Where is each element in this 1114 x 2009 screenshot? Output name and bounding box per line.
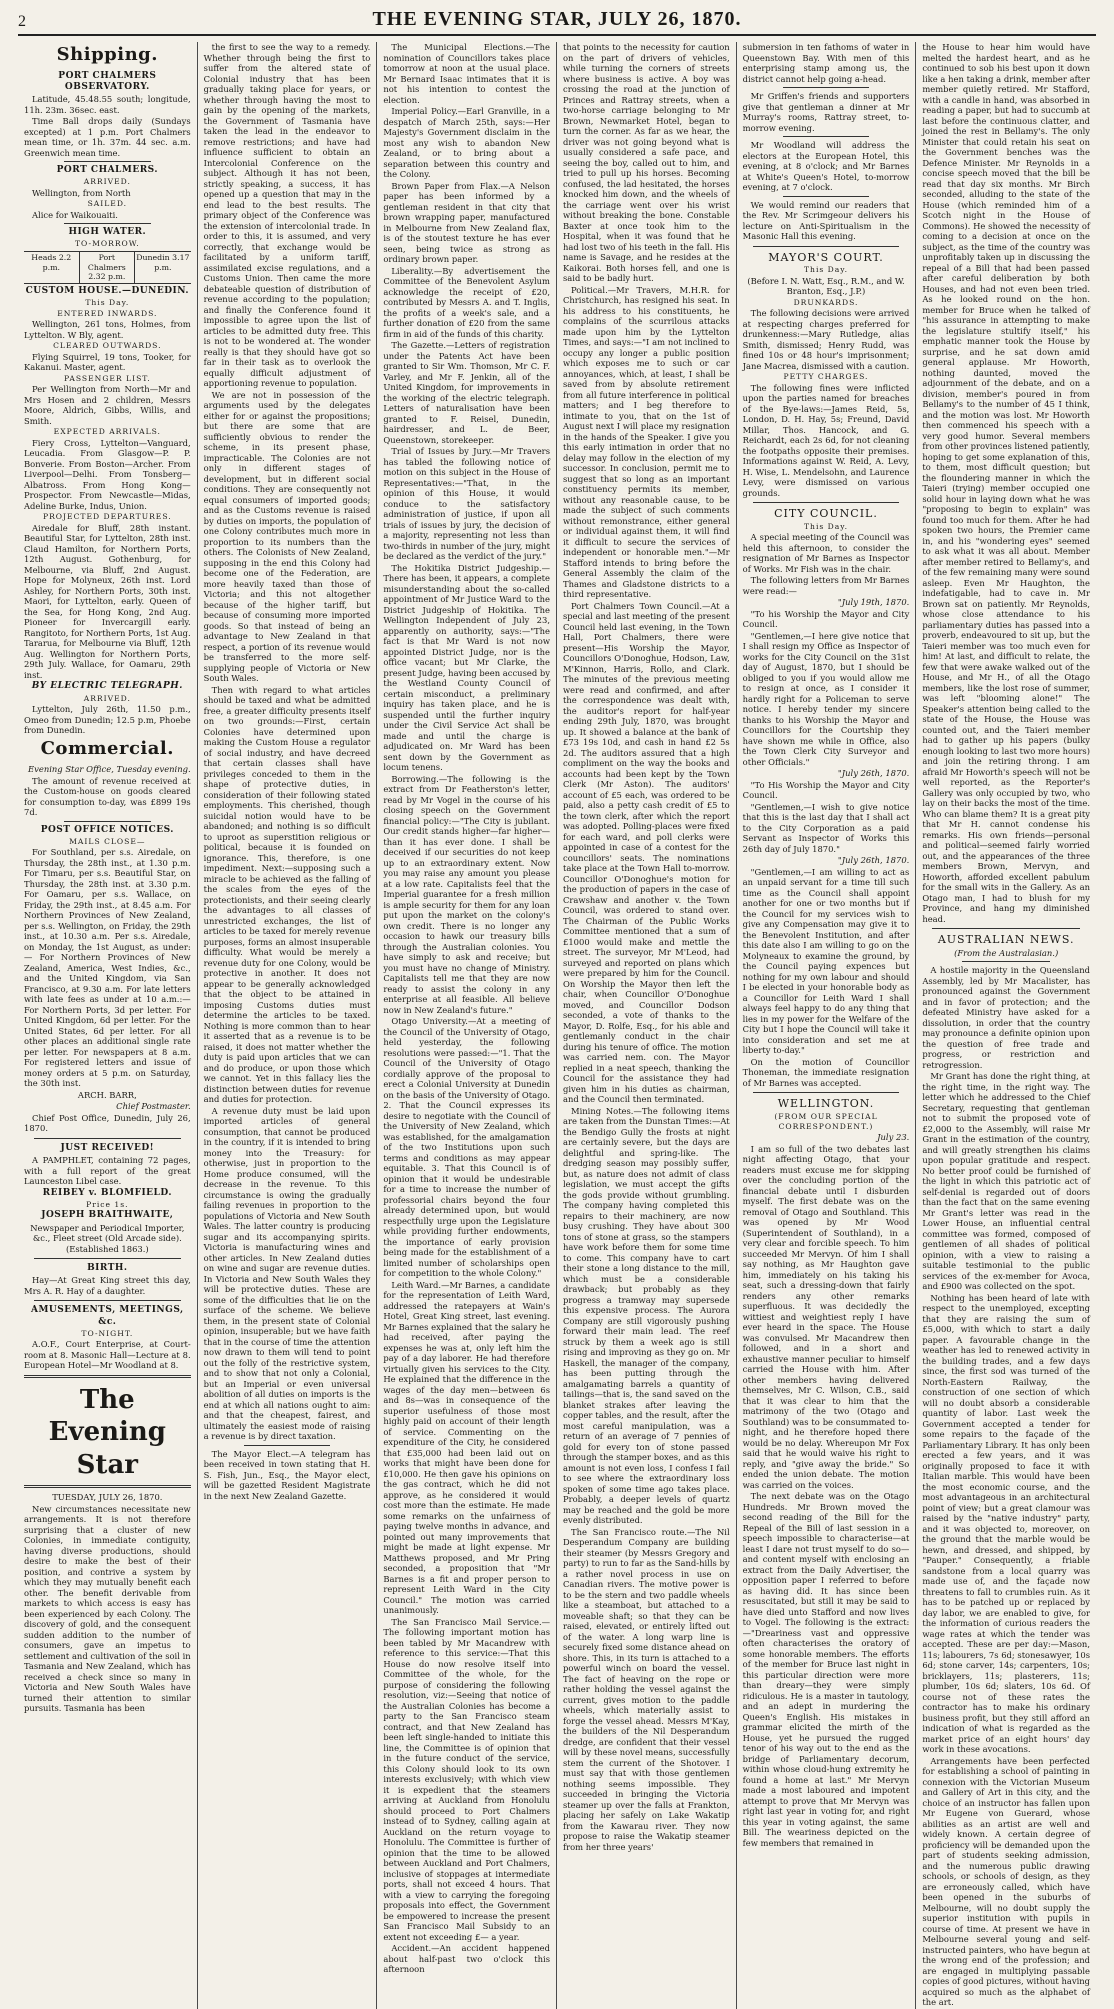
amusements-heading: AMUSEMENTS, MEETINGS, &c. bbox=[30, 1305, 184, 1327]
entered-text: Wellington, 261 tons, Holmes, from Lyttelton. W Bly, agent. bbox=[24, 319, 191, 340]
column-2 bbox=[198, 42, 378, 2009]
news-item: Imperial Policy.—Earl Granville, in a despatch of March 25th, says:—Her Majesty's Government disclaim in the most any wish to abandon New Zealand, or to bring about a separation between this country and the Colony. bbox=[383, 106, 550, 179]
australian-news-heading: AUSTRALIAN NEWS. bbox=[937, 933, 1075, 946]
projected-label: PROJECTED DEPARTURES. bbox=[42, 512, 172, 522]
commercial-text: The amount of revenue received at the Custom-house on goods cleared for consumption to-day, was £899 19s 7d. bbox=[24, 775, 191, 818]
masthead bbox=[18, 6, 1096, 36]
council-heading: CITY COUNCIL. bbox=[774, 507, 878, 521]
sailed-text: Alice for Waikouaiti. bbox=[32, 209, 118, 220]
leader-paragraph: New circumstances necessitate new arrangements. It is not therefore surprising that a cluster of new Colonies, in immediate contiguity, having diverse productions, should desire to make the best of their position, and contrive a system by which they may mutually benefit each other. The benefit derivable from markets to which access is easy has been experienced by each Colony. The discovery of gold, and the consequent sudden addition to the number of consumers, gave an impetus to settlement and cultivation of the soil in Tasmania and New Zealand, which has received a check since so many in Victoria and New South Wales have turned their attention to similar pursuits. Tasmania has been bbox=[24, 1503, 191, 1714]
expected-label: EXPECTED ARRIVALS. bbox=[53, 427, 161, 437]
commercial-office: Evening Star Office, Tuesday evening. bbox=[28, 764, 191, 775]
post-heading: POST OFFICE NOTICES. bbox=[40, 824, 174, 835]
letter-date: "July 26th, 1870. bbox=[837, 855, 910, 866]
paper-title: The Evening Star bbox=[48, 1384, 166, 1480]
mails-text: For Southland, per s.s. Airedale, on Thursday, the 28th inst., at 1.30 p.m. For Timaru, per s.s. Beautiful Star, on Thursday, the 28th inst. at 3.30 p.m. For Oamaru, per s.s. Wallace, on Friday, the 29th inst., at 8.45 a.m. For Northern Provinces of New Zealand, per s.s. Wellington, on Friday, the 29th inst., at 10.30 a.m. Per s.s. Airedale, on Monday, the 1st August, as under:— For Northern Provinces of New Zealand, America, West Indies, &c., and the United Kingdom, via San Francisco, at 9.30 a.m. For late letters with late fees as under at 10 a.m.:— For Northern Ports, 3d per letter. For United Kingdom, 6d per letter. For the United States, 6d per letter. For all other places an additional single rate per letter. For newspapers at 8 a.m. For registered letters and issue of money orders at 5 p.m. on Saturday, the 30th inst. bbox=[24, 847, 191, 1089]
column-3 bbox=[377, 42, 557, 2009]
news-item: The San Francisco Mail Service.—The following important motion has been tabled by Mr Macandrew with reference to this service:—That this House do now resolve itself into Committee of the whole, for the purpose of considering the following resolution, viz:—Seeing that notice of the Australian Colonies has become a party to the San Francisco steam contract, and that New Zealand has been left single-handed to initiate this line, the Committee is of opinion that in the future conduct of the service, this Colony should look to its own interests exclusively; with which view it is expedient that the steamers arriving at Auckland from Honolulu should proceed to Port Chalmers instead of to Sydney, calling again at Auckland on the return voyage to Honolulu. The Committee is further of opinion that the time to be allowed between Auckland and Port Chalmers, inclusive of stoppages at intermediate ports, shall not exceed 4 hours. That with a view to carrying the foregoing proposals into effect, the Government be empowered to increase the present San Francisco Mail Subsidy to an extent not exceeding £— a year. bbox=[383, 1616, 550, 1942]
news-item: Mr Griffen's friends and supporters give that gentleman a dinner at Mr Murray's rooms, Rattray street, to-morrow evening. bbox=[742, 91, 910, 133]
news-item: The Mayor Elect.—A telegram has been received in town stating that H. S. Fish, Jun., Esq., the Mayor elect, will be gazetted Resident Magistrate in the next New Zealand Gazette. bbox=[203, 1448, 371, 1501]
wellington-text: the House to hear him would have melted the hardest heart, and as he continued to sob his best upon it down like a hen taking a drink, member after member quietly retired. Mr Stafford, with a candle in hand, was absorbed in reading a paper, but had to succumb at last before the continuous clatter, and joined the rest in Bellamy's. The only Minister that could retain his seat on the Government benches was the Defence Minister. Mr Reynolds in a concise speech moved that the bill be read that day six months. Mr Birch seconded, alluding to the state of the House (which reminded him of a Scotch night in the House of Commons). He showed the necessity of coming to a decision at once on the subject, as the time of the country was unprofitably taken up in discussing the repeal of a Bill that had been passed after careful deliberation by both Houses, and had not even been tried. As he looked round on the hon. member for Bruce when he talked of "his assurance in attempting to make the legislature stultify itself," his emphatic manner took the House by surprise, and he sat down amid general applause. Mr Howorth, nothing daunted, moved the adjournment of the debate, and on a division, member's poured in from Bellamy's to the number of 45 I think, and the motion was lost. Mr Howorth then commenced his speech with a very good humor. Several members from other provinces listened patiently, hoping to get some explanation of this, to them, most difficult question; but the floundering manner in which the Taieri (trying) member occupied one solid hour in laying down what he was "proposing to begin to explain" was found too much for them. After he had spoken two hours, the Premier came in, and his "wondering eyes" seemed to ask what it was all about. Member after member retired to Bellamy's, and of the few remaining many were sound asleep. Even Mr Haughton, the indefatigable, had to cave in. Mr Brown sat on patiently. Mr Reynolds, whose close attendance to his parliamentary duties has passed into a proverb, endeavoured to sit up, but the Taieri member was too much even for him! At last, and difficult to relate, the few that were awake walked out of the House, and Mr H., of all the Otago members, like the lost rose of summer, was left "blooming alone!" The Speaker's attention being called to the state of the House, the House was counted out, and the Taieri member had to gather up his papers (bulky enough looking to last two more hours) and join the retiring throng. I am afraid Mr Howorth's speech will not be well reported, as the Reporter's Gallery was only occupied by two, who lay on their backs the most of the time. Who can blame them? It is a great pity that Mr H. cannot condense his remarks. His own friends—personal and political—seemed fairly worried out, and the appearances of the three members Brown, Mervyn, and Howorth, afforded excellent pabulum for the small wits in the Gallery. As an Otago man, I had to blush for my Province, and hang my diminished head. bbox=[922, 42, 1090, 924]
water-sub: TO-MORROW. bbox=[74, 239, 140, 249]
commercial-heading: Commercial. bbox=[40, 737, 175, 759]
news-item: Arrangements have been perfected for establishing a school of painting in connexion with the Victorian Museum and Gallery of Art in this city, and the choice of an instructor has fallen upon Mr Eugene von Guerard, whose abilities as an artist are well and widely known. A certain degree of proficiency will be demanded upon the part of students seeking admission, and the numerous public drawing schools, or schools of design, as they are erroneously called, which have been opened in the suburbs of Melbourne, will no doubt supply the superior institution with pupils in course of time. At present we have in Melbourne several young and self-instructed painters, who have begun at the wrong end of the profession; and are engaged in multiplying passable copies of good pictures, without having acquired so much as the alphabet of the art. bbox=[922, 1755, 1090, 2008]
mails-label: MAILS CLOSE— bbox=[69, 836, 146, 846]
case-price: Price 1s. bbox=[86, 1199, 129, 1209]
wellington-text: The next debate was on the Otago Hundreds. Mr Brown moved the second reading of the Bill for the Repeal of the Bill of last session in a speech impossible to characterise—at least I dare not trust myself to do so—and content myself with enclosing an extract from the Daily Advertiser, the opposition paper I referred to before as having did. It has since been resuscitated, but still it may be said to have died unto Stafford and now lives to Vogel. The following is the extract:—"Dreariness vast and oppressive often characterises the oratory of some honorable members. The efforts of the member for Bruce last night in this particular direction were more than dreary—they were simply ridiculous. He is a master in tautology, and an adept in murdering the Queen's English. His mistakes in grammar elicited the mirth of the House, yet he pursued the rugged tenor of his way out to the end as the bridge of Parliamentary decorum, within whose cloud-hung extremity he found a home at last." Mr Mervyn made a most laboured and impotent attempt to prove that Mr Mervyn was right last year in voting for, and right this year in voting against, the same Bill. The weariness depicted on the few members that remained in bbox=[742, 1491, 910, 1848]
letter-body: "Gentlemen,—I here give notice that I shall resign my Office as Inspector of works for the City Council on the 31st day of August, 1870, but I should be obliged to you if you would allow me to resign at once, as I consider it hardly right for a Policeman to serve notice. I hereby tender my sincere thanks to his Worship the Mayor and Councillors for the Courtship they have shown me while in Office, also the Town Clerk City Surveyor and other Officials." bbox=[742, 630, 910, 767]
news-item: The Hokitika District Judgeship.—There has been, it appears, a complete misunderstanding about the so-called appointment of Mr Justice Ward to the District Judgeship of Hokitika. The Wellington Independent of July 23, apparently on authority, says:—"The fact is that Mr Ward is not now appointed District Judge, nor is the office vacant; but Mr Clarke, the present Judge, having been accused by the Westland County Council of certain misconduct, a preliminary inquiry has taken place, and he is suspended until the further inquiry under the Civil Service Act shall be made and until the charge is adjudicated on. Mr Ward has been sent down by the Government as locum tenens. bbox=[383, 562, 550, 772]
divider bbox=[24, 1375, 191, 1378]
column-5 bbox=[737, 42, 917, 2009]
news-item: submersion in ten fathoms of water in Queenstown Bay. With men of this enterprising stamp among us, the district cannot help going a-head. bbox=[742, 42, 910, 84]
news-item: Brown Paper from Flax.—A Nelson paper has been informed by a gentleman resident in that city that brown wrapping paper, manufactured in Melbourne from New Zealand flax, is of the stoutest texture he has ever seen, being twice as strong as ordinary brown paper. bbox=[383, 180, 550, 264]
telegraph-text: Lyttelton, July 26th, 11.50 p.m., Omeo from Dunedin; 12.5 p.m, Phoebe from Dunedin. bbox=[24, 704, 191, 736]
mayor-court-bench: (Before I. N. Watt, Esq., R.M., and W. Branton, Esq., J.P.) bbox=[747, 275, 905, 297]
news-item: Mr Grant has done the right thing, at the right time, in the right way. The letter which he addressed to the Chief Secretary, requesting that gentleman not to submit the proposed vote of £2,000 to the Assembly, will raise Mr Grant in the estimation of the country, and will greatly strengthen his claims upon popular gratitude and respect. No better proof could be furnished of the light in which this patriotic act of self-denial is regarded out of doors than the fact that on the same evening Mr Grant's letter was read in the Lower House, an influential central committee was formed, composed of gentlemen of all shades of political opinion, with a view to raising a suitable testimonial to the public services of the ex-member for Avoca, and £900 was collected on the spot. bbox=[922, 1071, 1090, 1292]
telegraph-heading: BY ELECTRIC TELEGRAPH. bbox=[31, 681, 183, 692]
divider bbox=[753, 502, 900, 503]
divider bbox=[34, 1138, 181, 1139]
letter-address: "To His Worship the Mayor and City Council. bbox=[742, 779, 910, 801]
expected-text: Fiery Cross, Lyttelton—Vanguard, Leucadia. From Glasgow—P. P. Bonverie. From Boston—Archer. From Liverpool—Delhi. From Tonsberg—Albatross. From Hong Kong—Prospector. From Newcastle—Midas, Adeline Burke, Indus, Union. bbox=[24, 437, 191, 511]
divider bbox=[24, 1485, 191, 1488]
projected-text: Airedale for Bluff, 28th instant. Beautiful Star, for Lyttelton, 28th inst. Claud Hamilton, for Northern Ports, 12th August. Gothenburg, for Melbourne, via Bluff, 2nd August. Hope for Molyneux, 26th inst. Lord Ashley, for Northern Ports, 30th inst. Maori, for Lyttelton, early. Queen of the Sea, for Hong Kong, 2nd Aug. Pioneer for Invercargill early. Rangitoto, for Northern Ports, 1st Aug. Tararua, for Melbourne via Bluff, 12th Aug. Wellington for Northern Ports, 29th July. Wallace, for Oamaru, 29th inst. bbox=[24, 522, 191, 680]
news-item: Leith Ward.—Mr Barnes, a candidate for the representation of Leith Ward, addressed the ratepayers at Wain's Hotel, Great King street, last evening. Mr Barnes explained that the salary he had received, after paying the expenses he was at, only left him the pay of a day laborer. He had therefore virtually given his services to the City. He explained that the difference in the wages of the day men—between 6s and 8s—was in consequence of the superior usefulness of those most highly paid on account of their length of service. Commenting on the expenditure of the City, he considered that £35,000 had been laid out on works that might have been done for £10,000. He then gave his opinions on the gas contract, which he did not approve, as he considered it would cost more than the estimate. He made some remarks on the unfairness of paying twelve months in advance, and pointed out many improvements that might be made at light expense. Mr Matthews proposed, and Mr Pring seconded, a proposition that "Mr Barnes is a fit and proper person to represent Leith Ward in the City Council." The motion was carried unanimously. bbox=[383, 1279, 550, 1615]
news-item: that points to the necessity for caution on the part of drivers of vehicles, while turning the corners of streets where business is active. A boy was crossing the road at the junction of Princes and Rattray streets, when a two-horse carriage belonging to Mr Brown, Newmarket Hotel, began to turn the corner. As far as we hear, the driver was not going beyond what is usually considered a safe pace, and seeing the boy, called out to him, and tried to pull up his horses. Becoming confused, the lad hesitated, the horses knocked him down, and the wheels of the carriage went over his wrist without breaking the bone. Constable Baxter at once took him to the Hospital, when it was found that he had lost two of his teeth in the fall. His name is Savage, and he resides at the Kaikorai. Both horses fell, and one is said to be badly hurt. bbox=[563, 42, 730, 283]
divider bbox=[34, 1300, 181, 1301]
table-cell: Heads 2.2 p.m. bbox=[24, 252, 80, 283]
wellington-heading: WELLINGTON. bbox=[777, 1097, 875, 1111]
divider bbox=[34, 1258, 181, 1259]
column-1 bbox=[18, 42, 198, 2009]
arrived-text: Wellington, from North bbox=[32, 187, 131, 198]
cleared-text: Flying Squirrel, 19 tons, Tooker, for Kakanui. Master, agent. bbox=[24, 351, 191, 373]
news-item: Liberality.—By advertisement the Committee of the Benevolent Asylum acknowledge the receipt of £20, contributed by Messrs A. and T. Inglis, the profits of a week's sale, and a further donation of £20 from the same firm in aid of the funds of this charity. bbox=[383, 265, 550, 339]
sailed-label: SAILED. bbox=[87, 199, 128, 209]
divider bbox=[64, 161, 151, 162]
leader-paragraph: We are not in possession of the arguments used by the delegates either for or against the propositions; but there are some that are sufficiently obvious to render the scheme, in its present phase, impracticable. The Colonies are not only in different stages of development, but in different social conditions. They are consequently not equal consumers of imported goods; and as the Customs revenue is raised by duties on imports, the population of one Colony contributes much more in proportion to its numbers than the others. The Colonists of New Zealand, supposing in the end this Colony had become one of the Federation, are more heavily taxed than those of Victoria; and this not altogether because of the higher tariff, but because of consuming more imported goods. So that instead of being an advantage to New Zealand in that respect, a portion of its revenue would be transferred to the more self-supplying people of Victoria or New South Wales. bbox=[203, 389, 371, 683]
case-title: REIBEY v. BLOMFIELD. bbox=[42, 1187, 172, 1198]
port-heading: PORT CHALMERS. bbox=[56, 165, 158, 175]
telegraph-arrived: ARRIVED. bbox=[83, 693, 131, 703]
divider bbox=[753, 1092, 900, 1093]
column-6 bbox=[916, 42, 1096, 2009]
columns bbox=[18, 42, 1096, 2008]
news-item: Political.—Mr Travers, M.H.R. for Christchurch, has resigned his seat. In his address to his constituents, he complains of the scurrilous attacks made upon him by the Lyttelton Times, and says:—"I am not inclined to occupy any longer a public position which exposes me to such or car annoyances, which, at least, I shall be saved from by absolute retirement from all future interference in political matters; and I beg therefore to intimate to you, that on the 1st of August next I will place my resignation in the hands of the Speaker. I give you this early intimation in order that no delay may follow in the election of my successor. In conclusion, permit me to suggest that so long as an important constituency permits its member, without any reasonable cause, to be made the subject of such comments without remonstrance, either general or individual against them, it will find it difficult to secure the services of independent or honorable men."—Mr Stafford intends to bring before the General Assembly the claim of the Thames and Gladstone districts to a third representative. bbox=[563, 284, 730, 599]
divider bbox=[962, 961, 1050, 962]
customs-sub: This Day. bbox=[85, 298, 130, 308]
received-text: A PAMPHLET, containing 72 pages, with a full report of the great Launceston Libel case. bbox=[24, 1155, 191, 1187]
news-item: Borrowing.—The following is the extract from Dr Featherston's letter, read by Mr Vogel in the course of his closing speech on the Government financial policy:—"The City is jubilant. Our credit stands higher—far higher—than it has ever done. I shall be deceived if our securities do not keep up to an extraordinary extent. Now you may raise any amount you please at a low rate. Capitalists feel that the Imperial guarantee for a fresh million is ample security for them for any loan put upon the market on the colony's own credit. There is no longer any occasion to hawk our treasury bills through the Australian colonies. You have simply to ask and receive; but you must have no change of Ministry. Capitalists tell me that they are now ready to assist the colony in any enterprise at all feasible. All believe now in New Zealand's future." bbox=[383, 773, 550, 1015]
passenger-text: Per Wellington from North—Mr and Mrs Hosen and 2 children, Messrs Moore, Aldrich, Gibbs, Willis, and Smith. bbox=[24, 384, 191, 426]
divider bbox=[783, 196, 870, 197]
news-item: We would remind our readers that the Rev. Mr Scrimgeour delivers his lecture on Anti-Spiritualism in the Masonic Hall this evening. bbox=[742, 199, 910, 241]
postmaster-title: Chief Postmaster. bbox=[116, 1101, 191, 1112]
birth-heading: BIRTH. bbox=[87, 1263, 128, 1274]
cleared-label: CLEARED OUTWARDS. bbox=[53, 341, 162, 351]
news-item: The San Francisco route.—The Nil Desperandum Company are building their steamer (by Messrs Gregory and party) to run to far as the Sand-hills by a rather novel process in use on Canadian rivers. The motive power is to be the stern and two paddle wheels like a steamboat, but attached to a moveable shaft; so that they can be raised, elevated, or entirely lifted out of the water. A long warp line is securely fixed some distance ahead on shore. This, in its turn is attached to a powerful winch on board the vessel. The fact of heaving on the rope or rather holding the vessel against the current, gives motion to the paddle wheels, which materially assist to forge the vessel ahead. Messrs M'Kay, the builders of the Nil Desperandum dredge, are confident that their vessel will by these novel means, successfully stem the current of the Shotover. I must say that with those gentlemen nothing seems impossible. They succeeded in bringing the Victoria steamer up over the falls at Frankton, placing her safely on Lake Wakatip from the Kawarau river. They now propose to raise the Wakatip steamer from her three years' bbox=[563, 1526, 730, 1852]
postmaster-office: Chief Post Office, Dunedin, July 26, 1870. bbox=[24, 1112, 191, 1134]
arrived-label: ARRIVED. bbox=[83, 177, 131, 187]
table-cell: Dunedin 3.17 p.m. bbox=[136, 252, 190, 272]
australian-news-source: (From the Australasian.) bbox=[954, 947, 1059, 958]
leader-paragraph: Then with regard to what articles should be taxed and what be admitted free, a greater difficulty presents itself on two grounds:—First, certain Colonies have determined upon making the Custom House a regulator of social industry, and have decreed that certain classes shall have privileges conceded to them in the shape of protective duties, in consideration of their following stated employments. This cherished, though suicidal notion would have to be abandoned; and nothing is so difficult to uproot as superstition religious or political, because it is founded on ignorance. This, therefore, is one impediment. Next:—supposing such a miracle to be achieved as the falling of the scales from the eyes of the protectionists, and their seeing clearly the advantages to all classes of unrestricted exchanges, the list of articles to be taxed for merely revenue purposes, forms an almost insuperable difficulty. What would be merely a revenue duty for one Colony, would be protective in another. It does not appear to be generally acknowledged that the object to be attained in imposing Customs duties must determine the articles to be taxed. Nothing is more common than to hear it asserted that as a revenue is to be raised, it does not matter whether the duty is paid upon articles that we can and do produce, or upon those which we cannot. Yet in this fallacy lies the distinction between duties for revenue and duties for protection. bbox=[203, 684, 371, 1104]
newspaper-title: THE EVENING STAR, JULY 26, 1870. bbox=[372, 8, 742, 30]
wellington-sub: (FROM OUR SPECIAL CORRESPONDENT.) bbox=[774, 1112, 878, 1131]
news-item: Trial of Issues by Jury.—Mr Travers has tabled the following notice of motion on this subject in the House of Representatives:—"That, in the opinion of this House, it would conduce to the satisfactory administration of justice, if upon all trials of issues by jury, the decision of a majority, representing not less than two-thirds in number of the jury, might be declared as the verdict of the jury." bbox=[383, 446, 550, 561]
news-item: Otago University.—At a meeting of the Council of the University of Otago, held yesterday, the following resolutions were passed:—"1. That the Council of the University of Otago cordially approve of the proposal to erect a Colonial University at Dunedin on the basis of the University of Otago. 2. That the Council expresses its desire to negotiate with the Council of the University of New Zealand, which was established, for the amalgamation of the two Institutions upon such terms and conditions as may appear equitable. 3. That this Council is of opinion that it would be undesirable for a time to increase the number of professorial chairs beyond the four already determined upon, but would respectfully urge upon the Legislature while providing further endowments, the importance of early provision being made for the establishment of a limited number of scholarships open for competition to the whole Colony." bbox=[383, 1016, 550, 1278]
council-text: A special meeting of the Council was held this afternoon, to consider the resignation of Mr Barnes as Inspector of Works. Mr Fish was in the chair. bbox=[742, 532, 910, 574]
news-item: The Gazette.—Letters of registration under the Patents Act have been granted to Sir Wm. Thomson, Mr C. F. Varley, and Mr F. Jenkin, all of the United Kingdom, for improvements in the working of the electric telegraph. Letters of naturalisation have been granted to F. Reisel, Dunedin, hairdresser, and L. de Beer, Queenstown, storekeeper. bbox=[383, 340, 550, 445]
wellington-text: I am so full of the two debates last night affecting Otago, that your readers must excuse me for skipping over the concluding portion of the financial debate until I disburden myself. The first debate was on the removal of Otago and Southland. This was opened by Mr Wood (Superintendent of Southland), in a very clear and forcible speech. To him succeeded Mr Mervyn. Of him I shall say nothing, as Mr Haughton gave him, immediately on his taking his seat, such a dressing-down that fairly renders any other remarks superfluous. It was decidedly the wittiest and weightiest reply I have ever heard in the space. The House was convulsed. Mr Macandrew then followed, and in a short and exhaustive manner peculiar to himself carried the House with him. After other members having delivered themselves, Mr C. Wilson, C.B., said that it was clear to him that the matrimony of the two (Otago and Southland) was to be consummated to-night, and he therefore hoped there would be no delay. Whereupon Mr Fox said that he would waive his right to reply, and "give away the bride." So ended the union debate. The motion was carried on the voices. bbox=[742, 1143, 910, 1490]
paper-date: TUESDAY, JULY 26, 1870. bbox=[52, 1492, 163, 1503]
publisher-name: JOSEPH BRAITHWAITE, bbox=[41, 1210, 174, 1221]
news-item: Mining Notes.—The following items are taken from the Dunstan Times:—At the Bendigo Gully the frosts at night are certainly severe, but the days are delightful and spring-like. The dredging season may possibly suffer, but, as nature does not admit of class legislation, we must accept the gifts the gods provide without grumbling. The company having completed this repairs to their machinery, are now busy crushing. They have about 300 tons of stone at grass, so the stampers have work before them for some time to come. This company have to cart their stone a long distance to the mill, which must be a considerable drawback; but probably as they progress a tramway may supersede this expensive process. The Aurora Company are still vigorously pushing forward their main lead. The reef struck by them a week ago is still rising and improving as they go on. Mr Haskell, the manager of the company, has been putting through the amalgamating barrels a quantity of tailings—that is, the sand saved on the blanket strakes after leaving the copper tables, and the result, after the most careful manipulation, was a return of an average of 7 pennies of gold for every ton of stone passed through the stamper boxes, and as this amount is not even loss, I confess I fail to see where the extraordinary loss spoken of some time ago takes place. Probably, a deeper levels of quartz may be reached and the gold be more evenly distributed. bbox=[563, 1105, 730, 1525]
leader-paragraph: the first to see the way to a remedy. Whether through being the first to suffer from the altered state of Colonial industry that has been gradually taking place for years, or whether through having the most to gain by the opening of the markets, the Government of Tasmania have taken the lead in the endeavor to remove restrictions; and have had influence sufficient to obtain an Intercolonial Conference on the subject. Although it has not been, strictly speaking, a success, it has opened up a question that may in the end lead to the best results. The primary object of the Conference was the extension of intercolonial trade. In order to this, it is assumed, and very correctly, that exchange would be facilitated by a uniform tariff, assimilated excise regulations, and a Customs Union. Then came the more debateable question of distribution of revenue according to the population; and finally the Conference found it impossible to agree upon the list of articles to be admitted duty free. This is not to be wondered at. The wonder really is that they should have got so far in their task as to overlook the equally difficult adjustment of apportioning revenue to population. bbox=[203, 42, 371, 388]
amusements-sub: TO-NIGHT. bbox=[81, 1328, 134, 1338]
divider bbox=[783, 87, 870, 88]
mayor-court-heading: MAYOR'S COURT. bbox=[768, 250, 884, 264]
news-item: A hostile majority in the Queensland Assembly, led by Mr Macalister, has pronounced against the Government and in favor of protection; and the defeated Ministry have asked for a dissolution, in order that the country may pronounce a definite opinion upon the question of free trade and progress, or restriction and retrogression. bbox=[922, 965, 1090, 1070]
high-water-table bbox=[24, 251, 191, 284]
council-sub: This Day. bbox=[803, 521, 848, 531]
news-item: Mr Woodland will address the electors at the European Hotel, this evening, at 8 o'clock; and Mr Barnes at White's Queen's Hotel, to-morrow evening, at 7 o'clock. bbox=[742, 140, 910, 192]
amusements-text: A.O.F., Court Enterprise, at Court-room at 8. Masonic Hall—Lecture at 8. European Hotel—Mr Woodland at 8. bbox=[24, 1339, 191, 1371]
letter-body: "Gentlemen,—I wish to give notice that this is the last day that I shall act to the City Corporation as a paid Servant as Inspector of Works this 26th day of July 1870." bbox=[742, 801, 910, 854]
observatory-heading: PORT CHALMERS OBSERVATORY. bbox=[58, 70, 157, 92]
news-item: Accident.—An accident happened about half-past two o'clock this afternoon bbox=[383, 1943, 550, 1974]
news-item: Port Chalmers Town Council.—At a special and last meeting of the present Council held last evening, in the Town Hall, Port Chalmers, there were present—His Worship the Mayor, Councillors O'Donoghue, Hodson, Law, M'Kinnon, Harris, Rollo, and Clark. The minutes of the previous meeting were read and confirmed, and after the correspondence was dealt with, the auditor's report for half-year ending 29th July, 1870, was brought up. It showed a balance at the bank of £73 19s 10d, and cash in hand £2 5s 2d. The auditors assured that a high compliment on the way the books and accounts had been kept by the Town Clerk (Mr Aston). The auditors' account of £5 each, was ordered to be paid, also a petty cash credit of £5 to the town clerk, after which the report was adopted. Polling-places were fixed for each ward, and poll clerks were appointed in case of a contest for the councillors' seats. The nominations take place at the Town Hall to-morrow. Councillor O'Donoghue's motion for the production of papers in the case of Crawshaw and another v. the Town Council, was ordered to stand over. The Chairman of the Public Works Committee mentioned that a sum of £1000 would make and mettle the street. The surveyor, Mr M'Leod, had surveyed and reported on plans which were prepared by him for the Council. On Worship the Mayor then left the chair, when Councillor O'Donoghue moved, and Councillor Dodson seconded, a vote of thanks to the Mayor, D. Rolfe, Esq., for his able and gentlemanly conduct in the chair during his tenure of office. The motion was carried nem. con. The Mayor replied in a neat speech, thanking the Council for the assistance they had given him in his duties as chairman, and the Council then terminated. bbox=[563, 600, 730, 1104]
shipping-heading: Shipping. bbox=[56, 44, 159, 65]
letter-body: "Gentlemen,—I am willing to act as an unpaid servant for a time till such time as the Council shall appoint another for one or two months but if the Council for my services wish to give any Compensation may give it to the Benevolent Institution, and after this date also I am willing to go on the Molyneaux to examine the ground, by the Council paying expences but nothing for my own labour and should I be elected in your honorable body as a Councillor for Leith Ward I shall always feel happy to do any thing that lies in my power for the Welfare of the City but I hope the Council will take it into consideration and set me at liberty to-day." bbox=[742, 866, 910, 1056]
entered-label: ENTERED INWARDS. bbox=[57, 308, 158, 318]
divider bbox=[64, 821, 151, 822]
divider bbox=[783, 136, 870, 137]
table-cell: Port Chalmers 2.32 p.m. bbox=[80, 252, 136, 283]
water-heading: HIGH WATER. bbox=[68, 227, 147, 238]
council-text: The following letters from Mr Barnes were read:— bbox=[742, 575, 910, 596]
timeball-text: Time Ball drops daily (Sundays excepted) at 1 p.m. Port Chalmers mean time, or 1h. 37m. 44 sec. a.m. Greenwich mean time. bbox=[24, 116, 191, 158]
page-number: 2 bbox=[18, 13, 26, 30]
wellington-date: July 23. bbox=[877, 1132, 910, 1143]
divider bbox=[932, 928, 1080, 929]
postmaster-name: ARCH. BARR, bbox=[77, 1089, 137, 1100]
news-item: Nothing has been heard of late with respect to the unemployed, excepting that they are raising the sum of £5,000, with which to start a daily paper. A favourable change in the weather has led to renewed activity in the building trades, and a few days since, the first sod was turned of the North-Eastern Railway, the construction of one section of which will no doubt absorb a considerable quantity of labor. Last week the Government accepted a tender for some repairs to the façade of the Parliamentary Library. It has only been erected a few years, and it was originally proposed to face it with Italian marble. This would have been the most economic course, and the most advantageous in an architectural point of view; but a great clamour was raised by the "native industry" party, and it was objected to, moreover, on the ground that the marble would be hewn, and dressed, and shipped, by "Pauper." Consequently, a friable sandstone from a local quarry was made use of, and the façade now threatens to fall to crumbles ruin. As it has to be patched up or replaced by day labor, we are enabled to give, for the information of curious readers the wage rates at which the tender was accepted. These are per day:—Mason, 11s; labourers, 7s 6d; stonesawyer, 10s 6d; stone carver, 14s; carpenters, 10s; bricklayers, 11s; plasterers, 11s; plumber, 10s 6d; slaters, 10s 6d. Of course not of these rates the contractor has to make his ordinary business profit, but they still afford an indication of what is regarded as the market price of an eight hours' day work in these avocations. bbox=[922, 1292, 1090, 1755]
drunkards-text: The following decisions were arrived at respecting charges preferred for drunkenness:—Mary Rutledge, alias Smith, dismissed; Henry Rudd, was fined 10s or 48 hour's imprisonment; Jane Macrea, dismissed with a caution. bbox=[742, 308, 910, 371]
letter-date: "July 19th, 1870. bbox=[837, 597, 910, 608]
column-4 bbox=[557, 42, 737, 2009]
customs-heading: CUSTOM HOUSE.—DUNEDIN. bbox=[25, 286, 190, 297]
divider bbox=[244, 1445, 331, 1446]
news-item: The Municipal Elections.—The nomination of Councillors takes place tomorrow at noon at the usual place. Mr Bernard Isaac intimates that it is not his intention to contest the election. bbox=[383, 42, 550, 105]
letter-address: "To his Worship the Mayor and City Council. bbox=[742, 608, 910, 630]
received-heading: JUST RECEIVED! bbox=[60, 1142, 155, 1153]
letter-date: "July 26th, 1870. bbox=[837, 768, 910, 779]
divider bbox=[753, 246, 900, 247]
petty-text: The following fines were inflicted upon the parties named for breaches of the Bye-laws:—James Reid, 5s, London, D. H. Hay, 5s; Freund, David Millar, Thos. Hancock, and G. Reichardt, each 2s 6d, for not cleaning the footpaths opposite their premises. Informations against W. Reid, A. Levy, H. Wise, L. Mendelsohn, and Laurence Levy, were dismissed on various grounds. bbox=[742, 382, 910, 498]
divider bbox=[64, 223, 151, 224]
passenger-label: PASSENGER LIST. bbox=[63, 373, 151, 383]
leader-paragraph: A revenue duty must be laid upon imported articles of general consumption, that cannot be produced in the country, if it is intended to bring money into the Treasury: for otherwise, just in proportion to the Home produce consumed, will the decrease in the revenue. To this circumstance is owing the gradually failing revenues in proportion to the populations of Victoria and New South Wales. The latter country is producing sugar and its accompanying spirits. Victoria is manufacturing wines and other articles. In New Zealand duties on wine and sugar are revenue duties. In Victoria and New South Wales they will be protective duties. These are some of the difficulties that lie on the surface of the scheme. We believe them, in the present state of Colonial opinion, insuperable; but we have faith that in the course of time the attention now drawn to them will tend to point out the folly of the restrictive system, and to show that not only a Colonial, but an Imperial or even universal abolition of all duties on imports is the end at which all nations ought to aim: and that the cheapest, fairest, and ultimately the easiest mode of raising a revenue is by direct taxation. bbox=[203, 1105, 371, 1441]
council-text: On the motion of Councillor Thoneman, the immediate resignation of Mr Barnes was accepted. bbox=[742, 1056, 910, 1088]
observatory-text: Latitude, 45.48.55 south; longitude, 11h. 23m. 36sec. east. bbox=[24, 94, 191, 115]
mayor-court-sub: This Day. bbox=[803, 265, 848, 275]
birth-text: Hay—At Great King street this day, Mrs A. R. Hay of a daughter. bbox=[24, 1275, 191, 1296]
publisher-text: Newspaper and Periodical Importer, &c., Fleet street (Old Arcade side). (Established 1863.) bbox=[30, 1222, 185, 1254]
drunkards-label: DRUNKARDS. bbox=[793, 297, 859, 307]
petty-label: PETTY CHARGES. bbox=[783, 372, 869, 382]
